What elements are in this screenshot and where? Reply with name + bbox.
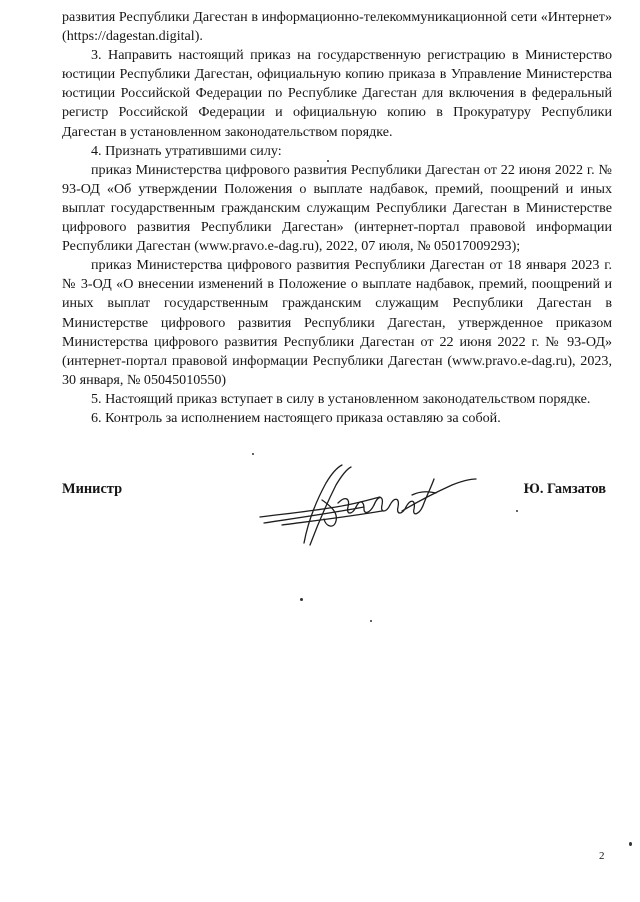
scan-speck [327, 160, 329, 162]
paragraph-item-5: 5. Настоящий приказ вступает в силу в установленном законодательством порядке. [91, 390, 591, 407]
scan-speck [252, 453, 254, 455]
scan-speck [516, 510, 518, 512]
document-body [62, 8, 612, 428]
scan-speck [629, 842, 632, 846]
handwritten-signature [252, 455, 482, 555]
paragraph-item-6: 6. Контроль за исполнением настоящего приказа оставляю за собой. [91, 409, 501, 426]
signer-title: Министр [62, 481, 123, 497]
page-number: 2 [599, 850, 605, 862]
paragraph-item-3: 3. Направить настоящий приказ на государственную регистрацию в Министерство юстиции Республики Дагестан, официальную копию приказа в Управление Министерства юстиции Российской Федерации по Республике Дагестан для включения в федеральный регистр Российской Федерации и официальную копию в Прокуратуру Республики Дагестан в установленном законодательством порядке. [62, 47, 612, 140]
paragraph-item-4: 4. Признать утратившими силу: [91, 142, 282, 159]
paragraph-order-3: приказ Министерства цифрового развития Республики Дагестан от 18 января 2023 г. № 3-ОД «О внесении изменений в Положение о выплате надбавок, премий, поощрений и иных выплат государственным гражданским служащим Республики Дагестан в Министерстве цифрового развития Республики Дагестан, утвержденное приказом Министерства цифрового развития Республики Дагестан от 22 июня 2022 г. № 93-ОД» (интернет-портал правовой информации Республики Дагестан (www.pravo.e-dag.ru), 2023, 30 января, № 05045010550) [62, 257, 612, 388]
signer-name: Ю. Гамзатов [523, 481, 606, 497]
scan-speck [370, 620, 372, 622]
paragraph-order-93: приказ Министерства цифрового развития Республики Дагестан от 22 июня 2022 г. № 93-ОД «Об утверждении Положения о выплате надбавок, премий, поощрений и иных выплат государственным гражданским служащим Республики Дагестан в Министерстве цифрового развития Республики Дагестан» (интернет-портал правовой информации Республики Дагестан (www.pravo.e-dag.ru), 2022, 07 июля, № 05017009293); [62, 161, 612, 255]
scan-speck [300, 598, 303, 601]
paragraph-continuation: развития Республики Дагестан в информационно-телекоммуникационной сети «Интернет» (https://dagestan.digital). [62, 9, 612, 45]
